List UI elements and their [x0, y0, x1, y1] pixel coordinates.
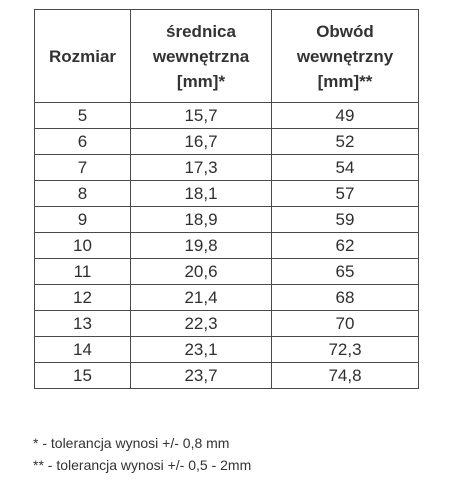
table-row [35, 207, 419, 233]
header-diameter-line-3: [mm]* [176, 71, 226, 91]
header-circumference-line-2: wewnętrzny [296, 46, 394, 66]
table-header-row [35, 10, 419, 103]
cell-circumference: 70 [272, 311, 419, 337]
cell-circumference: 62 [272, 233, 419, 259]
cell-size: 12 [35, 285, 131, 311]
header-inner-circumference [272, 10, 419, 103]
cell-circumference: 57 [272, 181, 419, 207]
cell-diameter: 21,4 [131, 285, 272, 311]
table-row [35, 337, 419, 363]
cell-size: 7 [35, 155, 131, 181]
table-row [35, 155, 419, 181]
cell-circumference: 74,8 [272, 363, 419, 389]
table-row [35, 103, 419, 129]
cell-diameter: 17,3 [131, 155, 272, 181]
cell-circumference: 54 [272, 155, 419, 181]
header-size [35, 10, 131, 103]
cell-diameter: 23,1 [131, 337, 272, 363]
header-diameter-line-2: wewnętrzna [152, 46, 250, 66]
cell-size: 8 [35, 181, 131, 207]
cell-diameter: 18,9 [131, 207, 272, 233]
cell-size: 10 [35, 233, 131, 259]
cell-diameter: 18,1 [131, 181, 272, 207]
cell-diameter: 20,6 [131, 259, 272, 285]
cell-circumference: 72,3 [272, 337, 419, 363]
header-size-line: Rozmiar [48, 46, 117, 66]
cell-size: 14 [35, 337, 131, 363]
cell-size: 13 [35, 311, 131, 337]
table-row [35, 233, 419, 259]
table-row [35, 311, 419, 337]
header-diameter-line-1: średnica [166, 21, 236, 41]
cell-size: 9 [35, 207, 131, 233]
cell-diameter: 15,7 [131, 103, 272, 129]
table-row [35, 181, 419, 207]
cell-circumference: 49 [272, 103, 419, 129]
cell-circumference: 59 [272, 207, 419, 233]
ring-size-table-container [34, 9, 418, 389]
cell-circumference: 68 [272, 285, 419, 311]
cell-size: 6 [35, 129, 131, 155]
header-inner-diameter [131, 10, 272, 103]
cell-diameter: 22,3 [131, 311, 272, 337]
cell-diameter: 23,7 [131, 363, 272, 389]
cell-diameter: 16,7 [131, 129, 272, 155]
cell-size: 11 [35, 259, 131, 285]
table-row [35, 129, 419, 155]
cell-circumference: 52 [272, 129, 419, 155]
table-row [35, 259, 419, 285]
header-circumference-line-3: [mm]** [317, 71, 373, 91]
table-row [35, 363, 419, 389]
ring-size-table [34, 9, 419, 389]
table-row [35, 285, 419, 311]
cell-diameter: 19,8 [131, 233, 272, 259]
cell-size: 5 [35, 103, 131, 129]
circumference-tolerance-note: ** - tolerancja wynosi +/- 0,5 - 2mm [33, 457, 252, 473]
cell-circumference: 65 [272, 259, 419, 285]
header-circumference-line-1: Obwód [316, 21, 374, 41]
cell-size: 15 [35, 363, 131, 389]
tolerance-notes [33, 432, 251, 476]
diameter-tolerance-note: * - tolerancja wynosi +/- 0,8 mm [33, 435, 230, 451]
